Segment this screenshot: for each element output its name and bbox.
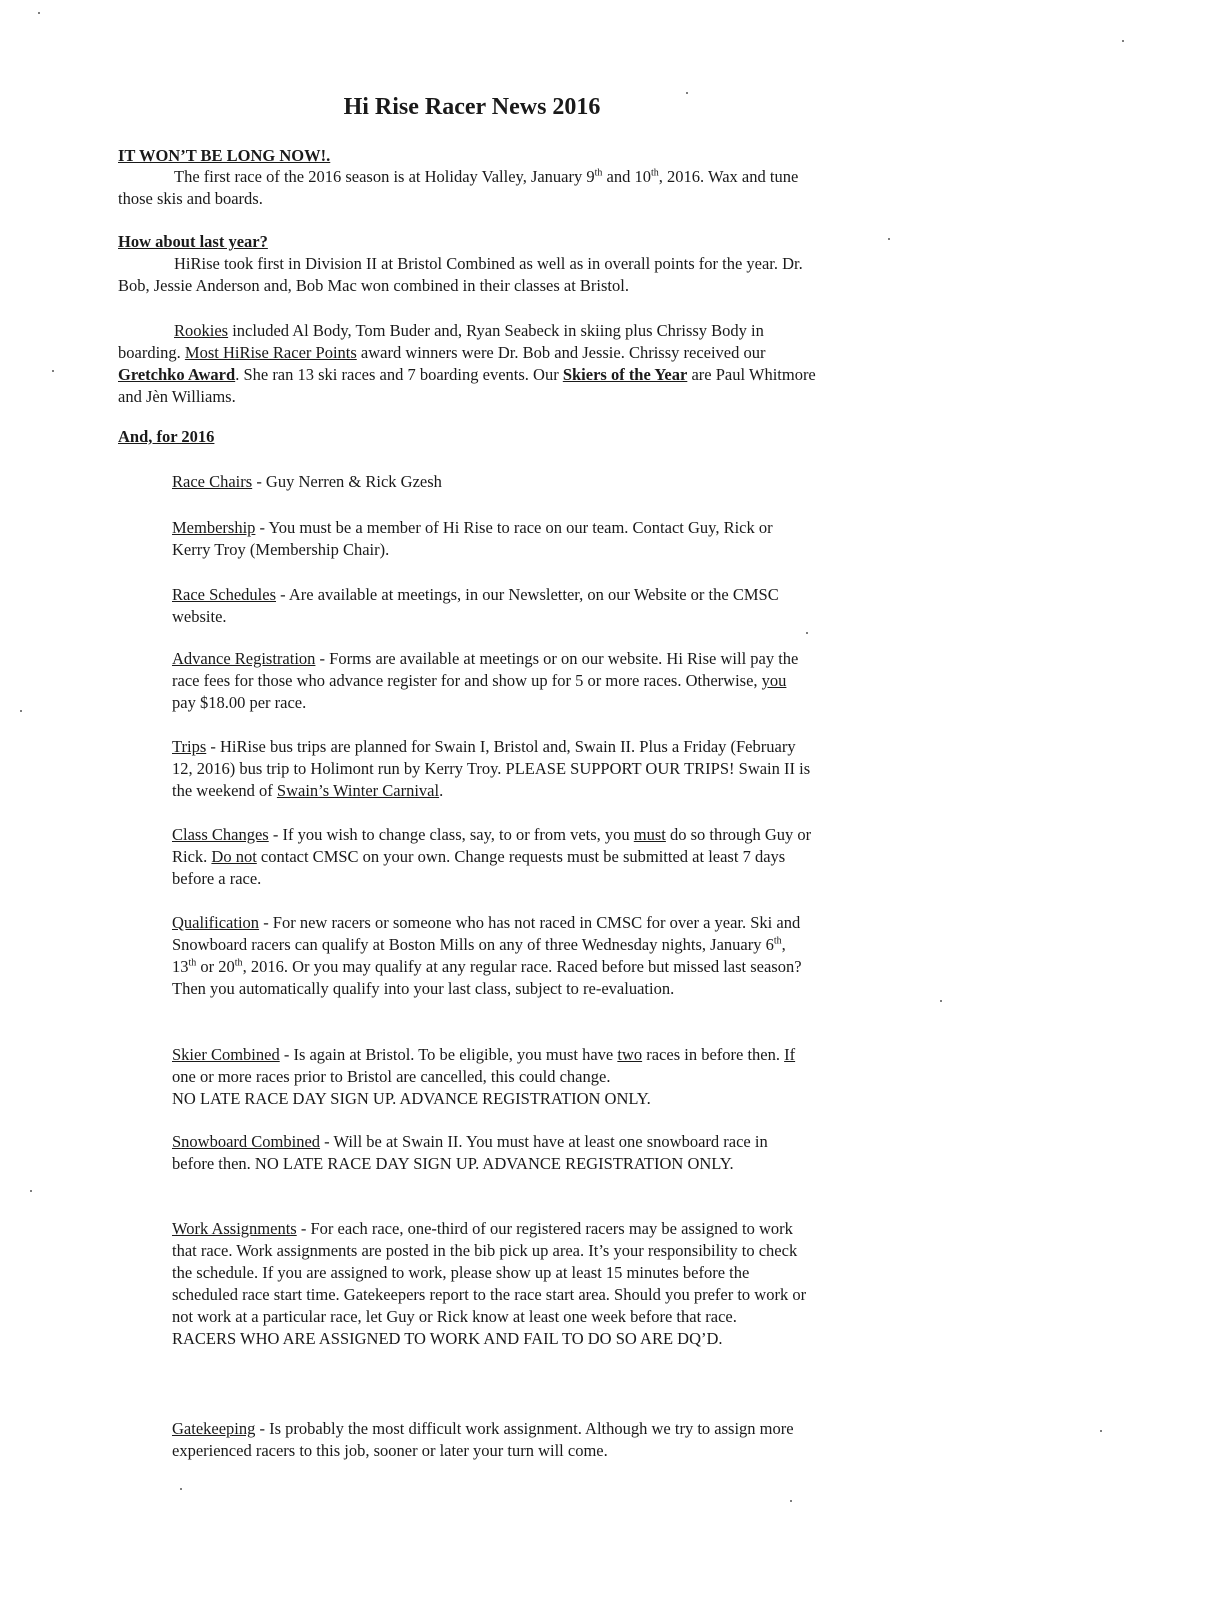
scan-speck <box>686 92 688 94</box>
scan-speck <box>888 238 890 240</box>
page-title: Hi Rise Racer News 2016 <box>343 94 601 120</box>
item-membership: Membership - You must be a member of Hi Rise to race on our team. Contact Guy, Rick or Kerry Troy (Membership Chair). <box>172 518 773 559</box>
scan-speck <box>180 1488 182 1490</box>
section-heading-2016: And, for 2016 <box>118 427 215 446</box>
item-advance-registration: Advance Registration - Forms are available at meetings or on our website. Hi Rise will pay the race fees for those who advance register for and show up for 5 or more races. Otherwise, you pay $18.00 per race. <box>172 649 799 712</box>
item-class-changes: Class Changes - If you wish to change class, say, to or from vets, you must do so through Guy or Rick. Do not contact CMSC on your own. Change requests must be submitted at least 7 days before a race. <box>172 825 812 888</box>
paragraph-awards: Rookies included Al Body, Tom Buder and, Ryan Seabeck in skiing plus Chrissy Body in boarding. Most HiRise Racer Points award winners were Dr. Bob and Jessie. Chrissy received our Gretchko Award. She ran 13 ski races and 7 boarding events. Our Skiers of the Year are Paul Whitmore and Jèn Williams. <box>118 321 816 406</box>
item-qualification: Qualification - For new racers or someone who has not raced in CMSC for over a year. Ski and Snowboard racers can qualify at Boston Mills on any of three Wednesday nights, January 6th, 13th or 20th, 2016. Or you may qualify at any regular race. Raced before but missed last season? Then you automatically qualify into your last class, subject to re-evaluation. <box>172 913 802 998</box>
item-work-assignments: Work Assignments - For each race, one-third of our registered racers may be assigned to work that race. Work assignments are posted in the bib pick up area. It’s your responsibility to check the schedule. If you are assigned to work, please show up at least 15 minutes before the scheduled race start time. Gatekeepers report to the race start area. Should you prefer to work or not work at a particular race, let Guy or Rick know at least one week before that race. RACERS WHO ARE ASSIGNED TO WORK AND FAIL TO DO SO ARE DQ’D. <box>172 1219 807 1348</box>
item-trips: Trips - HiRise bus trips are planned for Swain I, Bristol and, Swain II. Plus a Friday (February 12, 2016) bus trip to Holimont run by Kerry Troy. PLEASE SUPPORT OUR TRIPS! Swain II is the weekend of Swain’s Winter Carnival. <box>172 737 811 800</box>
section-heading-long-now: IT WON’T BE LONG NOW!. <box>118 146 331 165</box>
item-race-chairs: Race Chairs - Guy Nerren & Rick Gzesh <box>172 472 442 491</box>
scan-speck <box>38 12 40 14</box>
item-race-schedules: Race Schedules - Are available at meetings, in our Newsletter, on our Website or the CMSC website. <box>172 585 779 626</box>
item-skier-combined: Skier Combined - Is again at Bristol. To be eligible, you must have two races in before then. If one or more races prior to Bristol are cancelled, this could change. NO LATE RACE DAY SIGN UP. ADVANCE REGISTRATION ONLY. <box>172 1045 796 1108</box>
scan-speck <box>940 1000 942 1002</box>
paragraph-last-year-results: HiRise took first in Division II at Bristol Combined as well as in overall points for the year. Dr. Bob, Jessie Anderson and, Bob Mac won combined in their classes at Bristol. <box>118 254 803 295</box>
scan-speck <box>52 370 54 372</box>
scan-speck <box>806 632 808 634</box>
section-heading-last-year: How about last year? <box>118 232 268 251</box>
paragraph-first-race: The first race of the 2016 season is at Holiday Valley, January 9th and 10th, 2016. Wax and tune those skis and boards. <box>118 167 799 208</box>
scan-speck <box>20 710 22 712</box>
scan-speck <box>30 1190 32 1192</box>
item-gatekeeping: Gatekeeping - Is probably the most difficult work assignment. Although we try to assign more experienced racers to this job, sooner or later your turn will come. <box>172 1419 794 1460</box>
scan-speck <box>1122 40 1124 42</box>
scan-speck <box>790 1500 792 1502</box>
scan-speck <box>1100 1430 1102 1432</box>
item-snowboard-combined: Snowboard Combined - Will be at Swain II. You must have at least one snowboard race in before then. NO LATE RACE DAY SIGN UP. ADVANCE REGISTRATION ONLY. <box>172 1132 768 1173</box>
